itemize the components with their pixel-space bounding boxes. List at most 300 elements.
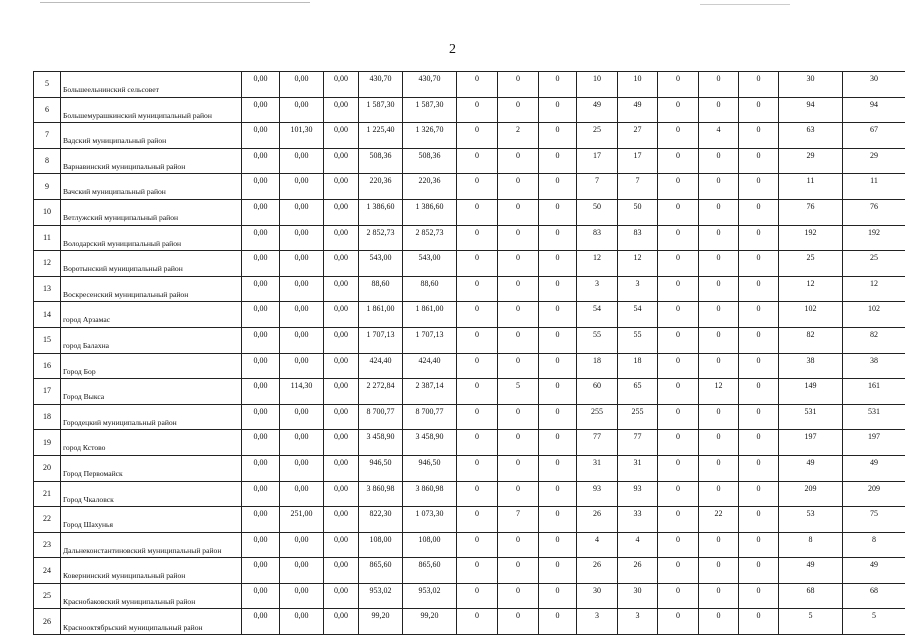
value-cell: 11 [779,174,843,200]
value-cell: 7 [577,174,618,200]
value-cell: 12 [618,251,658,277]
value-cell: 0,00 [324,379,359,405]
value-cell: 4 [618,532,658,558]
value-cell: 0 [498,199,539,225]
row-number-cell: 14 [34,302,61,328]
municipality-name-cell: город Кстово [61,430,242,456]
value-cell: 543,00 [403,251,457,277]
value-cell: 18 [618,353,658,379]
value-cell: 68 [779,583,843,609]
value-cell: 2 387,14 [403,379,457,405]
value-cell: 0 [498,353,539,379]
value-cell: 508,36 [359,148,403,174]
value-cell: 0 [457,532,498,558]
value-cell: 0 [498,225,539,251]
value-cell: 865,60 [403,558,457,584]
value-cell: 0 [498,583,539,609]
municipality-name-cell: Город Выкса [61,379,242,405]
value-cell: 0 [699,455,739,481]
row-number-cell: 8 [34,148,61,174]
value-cell: 0,00 [280,199,324,225]
table-row [34,199,905,225]
table-row [34,379,905,405]
value-cell: 0,00 [324,123,359,149]
value-cell: 0 [539,430,577,456]
scan-edge-line [40,2,310,3]
value-cell: 0 [498,404,539,430]
value-cell: 430,70 [359,72,403,98]
value-cell: 953,02 [359,583,403,609]
value-cell: 0 [498,481,539,507]
value-cell: 25 [577,123,618,149]
value-cell: 0 [498,302,539,328]
municipality-name-cell: Город Первомайск [61,455,242,481]
value-cell: 0 [739,251,779,277]
value-cell: 0 [658,97,699,123]
row-number-cell: 6 [34,97,61,123]
value-cell: 865,60 [359,558,403,584]
value-cell: 76 [843,199,905,225]
table-row [34,507,905,533]
value-cell: 93 [618,481,658,507]
value-cell: 22 [699,507,739,533]
value-cell: 11 [843,174,905,200]
value-cell: 0 [498,276,539,302]
value-cell: 0,00 [280,430,324,456]
value-cell: 67 [843,123,905,149]
row-number-cell: 18 [34,404,61,430]
value-cell: 49 [843,558,905,584]
value-cell: 0 [539,97,577,123]
value-cell: 77 [618,430,658,456]
value-cell: 17 [577,148,618,174]
row-number-cell: 17 [34,379,61,405]
value-cell: 0 [539,148,577,174]
value-cell: 0,00 [242,609,280,635]
value-cell: 12 [779,276,843,302]
value-cell: 30 [618,583,658,609]
value-cell: 220,36 [359,174,403,200]
value-cell: 0,00 [280,404,324,430]
value-cell: 26 [577,507,618,533]
value-cell: 0 [699,583,739,609]
value-cell: 102 [779,302,843,328]
value-cell: 0,00 [324,97,359,123]
row-number-cell: 20 [34,455,61,481]
table-row [34,327,905,353]
value-cell: 0 [539,558,577,584]
value-cell: 0,00 [324,609,359,635]
value-cell: 0 [658,123,699,149]
value-cell: 12 [699,379,739,405]
value-cell: 1 073,30 [403,507,457,533]
municipality-name-cell: город Арзамас [61,302,242,328]
value-cell: 29 [779,148,843,174]
value-cell: 0,00 [242,251,280,277]
value-cell: 0 [739,507,779,533]
value-cell: 54 [577,302,618,328]
value-cell: 8 [779,532,843,558]
table-row [34,353,905,379]
table-body [34,72,905,635]
value-cell: 0 [539,379,577,405]
value-cell: 0 [457,583,498,609]
value-cell: 0 [658,199,699,225]
value-cell: 38 [843,353,905,379]
value-cell: 54 [618,302,658,328]
value-cell: 0,00 [242,507,280,533]
row-number-cell: 19 [34,430,61,456]
table-row [34,97,905,123]
value-cell: 75 [843,507,905,533]
value-cell: 0 [498,174,539,200]
value-cell: 53 [779,507,843,533]
value-cell: 0 [699,97,739,123]
value-cell: 0 [658,353,699,379]
table-row [34,123,905,149]
value-cell: 1 861,00 [359,302,403,328]
value-cell: 0,00 [324,225,359,251]
municipality-name-cell: Город Чкаловск [61,481,242,507]
value-cell: 0 [658,72,699,98]
value-cell: 88,60 [359,276,403,302]
value-cell: 12 [577,251,618,277]
value-cell: 0 [739,583,779,609]
table-row [34,481,905,507]
value-cell: 68 [843,583,905,609]
value-cell: 0 [699,251,739,277]
value-cell: 220,36 [403,174,457,200]
value-cell: 0 [739,532,779,558]
value-cell: 161 [843,379,905,405]
row-number-cell: 7 [34,123,61,149]
value-cell: 0,00 [242,327,280,353]
value-cell: 0 [539,583,577,609]
value-cell: 0,00 [324,430,359,456]
value-cell: 2 272,84 [359,379,403,405]
value-cell: 0 [539,327,577,353]
value-cell: 1 386,60 [359,199,403,225]
value-cell: 255 [577,404,618,430]
value-cell: 93 [577,481,618,507]
value-cell: 0,00 [324,199,359,225]
value-cell: 49 [779,558,843,584]
value-cell: 0 [457,276,498,302]
value-cell: 0,00 [242,276,280,302]
value-cell: 0 [699,558,739,584]
value-cell: 508,36 [403,148,457,174]
row-number-cell: 24 [34,558,61,584]
value-cell: 0 [658,379,699,405]
value-cell: 197 [779,430,843,456]
value-cell: 101,30 [280,123,324,149]
value-cell: 0 [498,97,539,123]
value-cell: 49 [843,455,905,481]
value-cell: 38 [779,353,843,379]
value-cell: 0,00 [242,199,280,225]
value-cell: 31 [618,455,658,481]
table-row [34,72,905,98]
value-cell: 0 [658,148,699,174]
value-cell: 3 458,90 [403,430,457,456]
value-cell: 3 860,98 [359,481,403,507]
value-cell: 0,00 [324,327,359,353]
value-cell: 1 587,30 [403,97,457,123]
value-cell: 0 [498,327,539,353]
municipality-name-cell: Вачский муниципальный район [61,174,242,200]
value-cell: 82 [843,327,905,353]
table-row [34,609,905,635]
value-cell: 0 [699,302,739,328]
value-cell: 0 [739,481,779,507]
value-cell: 0,00 [280,532,324,558]
value-cell: 0 [457,72,498,98]
table-row [34,583,905,609]
value-cell: 17 [618,148,658,174]
value-cell: 0 [699,353,739,379]
value-cell: 0 [457,97,498,123]
value-cell: 0,00 [242,558,280,584]
row-number-cell: 5 [34,72,61,98]
value-cell: 77 [577,430,618,456]
value-cell: 0,00 [280,353,324,379]
value-cell: 0 [498,558,539,584]
value-cell: 55 [618,327,658,353]
value-cell: 94 [779,97,843,123]
value-cell: 7 [498,507,539,533]
value-cell: 3 [577,609,618,635]
value-cell: 49 [577,97,618,123]
municipality-name-cell: Ковернинский муниципальный район [61,558,242,584]
value-cell: 1 707,13 [359,327,403,353]
value-cell: 55 [577,327,618,353]
value-cell: 0 [457,148,498,174]
value-cell: 0 [699,199,739,225]
value-cell: 12 [843,276,905,302]
row-number-cell: 12 [34,251,61,277]
municipality-name-cell: Городецкий муниципальный район [61,404,242,430]
value-cell: 0 [539,507,577,533]
value-cell: 0,00 [324,251,359,277]
municipality-name-cell: Дальнеконстантиновский муниципальный район [61,532,242,558]
value-cell: 3 [618,276,658,302]
value-cell: 0 [658,302,699,328]
value-cell: 0 [699,327,739,353]
value-cell: 0 [457,455,498,481]
value-cell: 0 [699,276,739,302]
value-cell: 0 [739,609,779,635]
value-cell: 3 [618,609,658,635]
value-cell: 0 [539,353,577,379]
value-cell: 0 [457,353,498,379]
value-cell: 0 [739,455,779,481]
value-cell: 0 [739,379,779,405]
value-cell: 18 [577,353,618,379]
value-cell: 0,00 [280,97,324,123]
value-cell: 33 [618,507,658,533]
value-cell: 0 [658,481,699,507]
value-cell: 49 [618,97,658,123]
value-cell: 0 [457,251,498,277]
row-number-cell: 11 [34,225,61,251]
value-cell: 0 [699,225,739,251]
value-cell: 0 [739,123,779,149]
value-cell: 0 [498,72,539,98]
value-cell: 0 [699,72,739,98]
value-cell: 65 [618,379,658,405]
value-cell: 8 [843,532,905,558]
value-cell: 1 707,13 [403,327,457,353]
value-cell: 192 [843,225,905,251]
value-cell: 0 [699,532,739,558]
value-cell: 10 [577,72,618,98]
row-number-cell: 23 [34,532,61,558]
row-number-cell: 25 [34,583,61,609]
value-cell: 0 [498,609,539,635]
value-cell: 0 [457,379,498,405]
value-cell: 0 [498,251,539,277]
data-table [33,71,905,635]
value-cell: 99,20 [359,609,403,635]
value-cell: 543,00 [359,251,403,277]
value-cell: 251,00 [280,507,324,533]
value-cell: 0,00 [242,404,280,430]
value-cell: 0 [658,276,699,302]
value-cell: 0,00 [280,72,324,98]
value-cell: 0 [498,148,539,174]
municipality-name-cell: Большеельнинский сельсовет [61,72,242,98]
table-row [34,148,905,174]
value-cell: 50 [618,199,658,225]
value-cell: 30 [577,583,618,609]
value-cell: 1 225,40 [359,123,403,149]
value-cell: 3 [577,276,618,302]
value-cell: 0,00 [324,148,359,174]
value-cell: 0 [539,532,577,558]
value-cell: 0 [658,430,699,456]
value-cell: 0 [739,199,779,225]
value-cell: 0 [739,353,779,379]
value-cell: 0 [739,148,779,174]
table-row [34,558,905,584]
table-row [34,174,905,200]
row-number-cell: 26 [34,609,61,635]
value-cell: 0 [457,225,498,251]
value-cell: 114,30 [280,379,324,405]
value-cell: 0 [498,532,539,558]
value-cell: 255 [618,404,658,430]
value-cell: 0,00 [324,72,359,98]
value-cell: 2 852,73 [359,225,403,251]
scan-edge-line [700,4,790,5]
value-cell: 0 [699,148,739,174]
value-cell: 0 [539,174,577,200]
value-cell: 0,00 [324,353,359,379]
value-cell: 149 [779,379,843,405]
value-cell: 0 [457,199,498,225]
municipality-name-cell: Большемурашкинский муниципальный район [61,97,242,123]
value-cell: 0 [658,507,699,533]
value-cell: 0,00 [242,430,280,456]
value-cell: 0,00 [280,481,324,507]
row-number-cell: 22 [34,507,61,533]
value-cell: 0 [739,225,779,251]
value-cell: 5 [498,379,539,405]
value-cell: 0 [539,251,577,277]
value-cell: 197 [843,430,905,456]
value-cell: 0 [498,430,539,456]
value-cell: 83 [618,225,658,251]
value-cell: 1 587,30 [359,97,403,123]
municipality-name-cell: Володарский муниципальный район [61,225,242,251]
value-cell: 2 [498,123,539,149]
value-cell: 0,00 [324,404,359,430]
value-cell: 0 [658,609,699,635]
municipality-name-cell: Город Бор [61,353,242,379]
value-cell: 0,00 [242,148,280,174]
municipality-name-cell: Краснооктябрьский муниципальный район [61,609,242,635]
value-cell: 0 [658,558,699,584]
value-cell: 0,00 [242,353,280,379]
value-cell: 0 [457,123,498,149]
value-cell: 0 [457,558,498,584]
value-cell: 0 [539,302,577,328]
value-cell: 0 [539,199,577,225]
value-cell: 0 [739,72,779,98]
value-cell: 0 [739,97,779,123]
value-cell: 0 [658,225,699,251]
municipality-name-cell: Вадский муниципальный район [61,123,242,149]
value-cell: 0 [539,276,577,302]
municipality-name-cell: Город Шахунья [61,507,242,533]
value-cell: 0 [539,481,577,507]
row-number-cell: 16 [34,353,61,379]
value-cell: 0,00 [324,583,359,609]
value-cell: 0,00 [324,532,359,558]
municipality-name-cell: Воротынский муниципальный район [61,251,242,277]
value-cell: 0 [658,251,699,277]
value-cell: 0 [457,327,498,353]
value-cell: 27 [618,123,658,149]
row-number-cell: 13 [34,276,61,302]
value-cell: 0 [739,327,779,353]
value-cell: 946,50 [359,455,403,481]
value-cell: 0 [739,430,779,456]
value-cell: 83 [577,225,618,251]
value-cell: 0,00 [242,97,280,123]
value-cell: 0,00 [242,72,280,98]
value-cell: 0,00 [324,455,359,481]
value-cell: 25 [779,251,843,277]
value-cell: 0 [539,225,577,251]
value-cell: 0,00 [242,174,280,200]
value-cell: 10 [618,72,658,98]
municipality-name-cell: Воскресенский муниципальный район [61,276,242,302]
value-cell: 108,00 [359,532,403,558]
value-cell: 209 [843,481,905,507]
row-number-cell: 9 [34,174,61,200]
municipality-name-cell: город Балахна [61,327,242,353]
value-cell: 0,00 [242,532,280,558]
value-cell: 30 [779,72,843,98]
value-cell: 0,00 [280,276,324,302]
value-cell: 0,00 [324,174,359,200]
value-cell: 26 [618,558,658,584]
value-cell: 0 [658,327,699,353]
table-row [34,276,905,302]
value-cell: 0,00 [280,583,324,609]
value-cell: 0,00 [280,558,324,584]
